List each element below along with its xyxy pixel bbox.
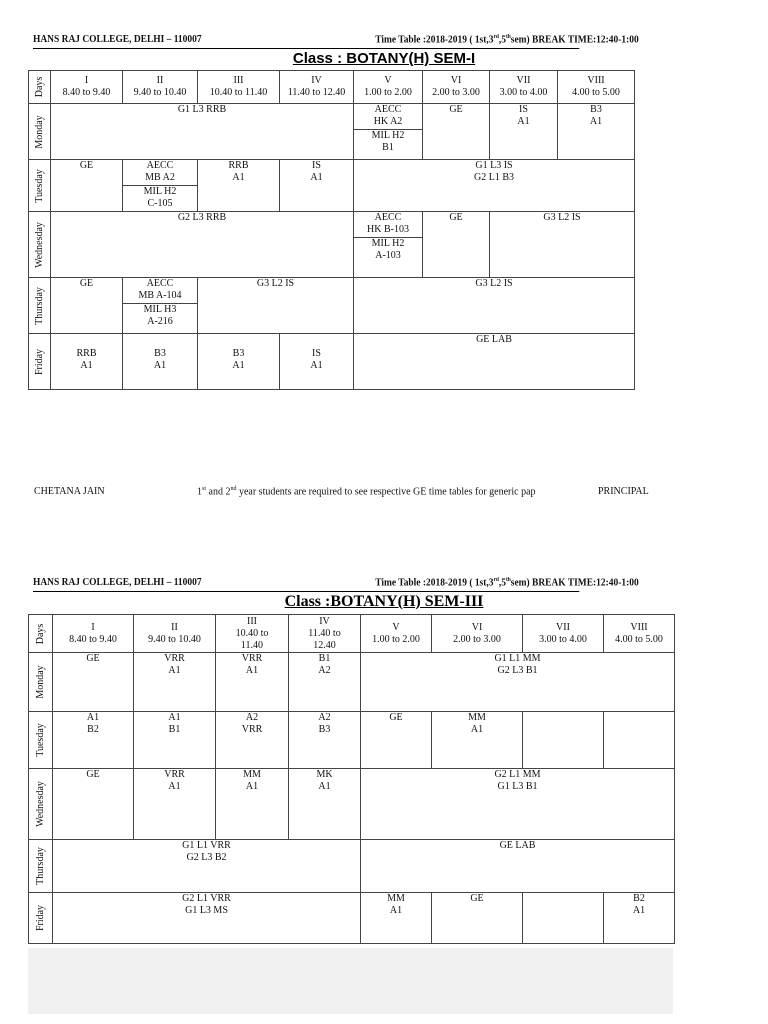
day-label-wednesday: Wednesday: [29, 769, 53, 840]
day-label-tuesday: Tuesday: [29, 160, 51, 212]
header-row: [29, 71, 635, 104]
cell-bottom: MIL H3 A-216: [143, 304, 177, 327]
cell: [354, 104, 423, 160]
row-thursday: [29, 278, 635, 334]
period-header: VIII 4.00 to 5.00: [558, 71, 635, 104]
cell: VRR A1: [216, 653, 289, 712]
cell: MM A1: [361, 893, 432, 944]
cell: VRR A1: [134, 769, 216, 840]
row-monday: [29, 104, 635, 160]
cell: B1 A2: [289, 653, 361, 712]
cell: B3 A1: [123, 334, 198, 390]
cell: [604, 712, 675, 769]
college-name: HANS RAJ COLLEGE, DELHI – 110007: [33, 577, 202, 588]
cell-top: AECC MB A2: [123, 160, 197, 186]
cell: G2 L1 MM G1 L3 B1: [361, 769, 675, 840]
cell-top: AECC MB A-104: [123, 278, 197, 304]
cell: GE LAB: [361, 840, 675, 893]
row-friday: [29, 334, 635, 390]
cell: A1 B2: [53, 712, 134, 769]
cell: [354, 212, 423, 278]
timetable-sem3: [28, 614, 675, 944]
cell: RRB A1: [198, 160, 280, 212]
cell: G3 L2 IS: [490, 212, 635, 278]
day-label-monday: Monday: [29, 104, 51, 160]
row-wednesday: [29, 212, 635, 278]
cell-bottom: MIL H2 B1: [371, 130, 405, 153]
header-row: [29, 615, 675, 653]
cell: B3 A1: [198, 334, 280, 390]
page2-header: [33, 577, 639, 592]
cell: A2 B3: [289, 712, 361, 769]
period-header: I 8.40 to 9.40: [53, 615, 134, 653]
cell: G3 L2 IS: [354, 278, 635, 334]
cell: MK A1: [289, 769, 361, 840]
cell-top: AECC HK B-103: [354, 212, 422, 238]
row-tuesday: [29, 712, 675, 769]
period-header: III 10.40 to 11.40: [198, 71, 280, 104]
days-header: Days: [29, 71, 51, 104]
college-name: HANS RAJ COLLEGE, DELHI – 110007: [33, 34, 202, 45]
cell: GE: [423, 104, 490, 160]
day-label-thursday: Thursday: [29, 278, 51, 334]
period-header: VII 3.00 to 4.00: [490, 71, 558, 104]
row-tuesday: [29, 160, 635, 212]
cell: GE: [53, 653, 134, 712]
cell: G1 L1 VRR G2 L3 B2: [53, 840, 361, 893]
cell: [123, 160, 198, 212]
cell: IS A1: [490, 104, 558, 160]
page1-header: [33, 34, 639, 49]
cell: G3 L2 IS: [198, 278, 354, 334]
footer-signatory-left: CHETANA JAIN: [34, 486, 105, 497]
cell: G2 L3 RRB: [51, 212, 354, 278]
cell: GE: [53, 769, 134, 840]
cell-bottom: MIL H2 A-103: [371, 238, 405, 261]
timetable-sem1: [28, 70, 635, 390]
footer-note-text: 1st and 2nd year students are required to see respective GE time tables for generic pap: [197, 486, 536, 498]
day-label-thursday: Thursday: [29, 840, 53, 893]
period-header: VII 3.00 to 4.00: [523, 615, 604, 653]
cell: G1 L1 MM G2 L3 B1: [361, 653, 675, 712]
cell: G1 L3 RRB: [51, 104, 354, 160]
cell: GE: [432, 893, 523, 944]
day-label-friday: Friday: [29, 334, 51, 390]
period-header: I 8.40 to 9.40: [51, 71, 123, 104]
day-label-monday: Monday: [29, 653, 53, 712]
period-header: IV 11.40 to 12.40: [280, 71, 354, 104]
cell: IS A1: [280, 160, 354, 212]
period-header: V 1.00 to 2.00: [354, 71, 423, 104]
cell: A2 VRR: [216, 712, 289, 769]
cell: GE: [51, 278, 123, 334]
period-header: V 1.00 to 2.00: [361, 615, 432, 653]
day-label-tuesday: Tuesday: [29, 712, 53, 769]
cell: B3 A1: [558, 104, 635, 160]
period-header: VIII 4.00 to 5.00: [604, 615, 675, 653]
cell: VRR A1: [134, 653, 216, 712]
cell: B2 A1: [604, 893, 675, 944]
cell: [523, 712, 604, 769]
cell: GE: [423, 212, 490, 278]
period-header: II 9.40 to 10.40: [134, 615, 216, 653]
row-thursday: [29, 840, 675, 893]
cell: GE: [361, 712, 432, 769]
cell: GE: [51, 160, 123, 212]
days-header: Days: [29, 615, 53, 653]
period-header: VI 2.00 to 3.00: [423, 71, 490, 104]
cell: MM A1: [216, 769, 289, 840]
cell: A1 B1: [134, 712, 216, 769]
day-label-wednesday: Wednesday: [29, 212, 51, 278]
period-header: III 10.40 to 11.40: [216, 615, 289, 653]
class-title: Class :BOTANY(H) SEM-III: [284, 593, 484, 610]
class-title: Class : BOTANY(H) SEM-I: [292, 50, 476, 67]
period-header: II 9.40 to 10.40: [123, 71, 198, 104]
period-header: VI 2.00 to 3.00: [432, 615, 523, 653]
cell-bottom: MIL H2 C-105: [143, 186, 177, 209]
footer-signatory-right: PRINCIPAL: [598, 486, 649, 497]
cell: RRB A1: [51, 334, 123, 390]
cell: [123, 278, 198, 334]
timetable-info: Time Table :2018-2019 ( 1st,3rd,5thsem) BREAK TIME:12:40-1:00: [375, 577, 639, 589]
cell-top: AECC HK A2: [354, 104, 422, 130]
cell: G1 L3 IS G2 L1 B3: [354, 160, 635, 212]
row-wednesday: [29, 769, 675, 840]
cell: GE LAB: [354, 334, 635, 390]
cell: IS A1: [280, 334, 354, 390]
day-label-friday: Friday: [29, 893, 53, 944]
period-header: IV 11.40 to 12.40: [289, 615, 361, 653]
row-monday: [29, 653, 675, 712]
cell: MM A1: [432, 712, 523, 769]
cell: [523, 893, 604, 944]
page-bottom-gray-area: [28, 948, 673, 1014]
cell: G2 L1 VRR G1 L3 MS: [53, 893, 361, 944]
row-friday: [29, 893, 675, 944]
timetable-info: Time Table :2018-2019 ( 1st,3rd,5thsem) BREAK TIME:12:40-1:00: [375, 34, 639, 46]
